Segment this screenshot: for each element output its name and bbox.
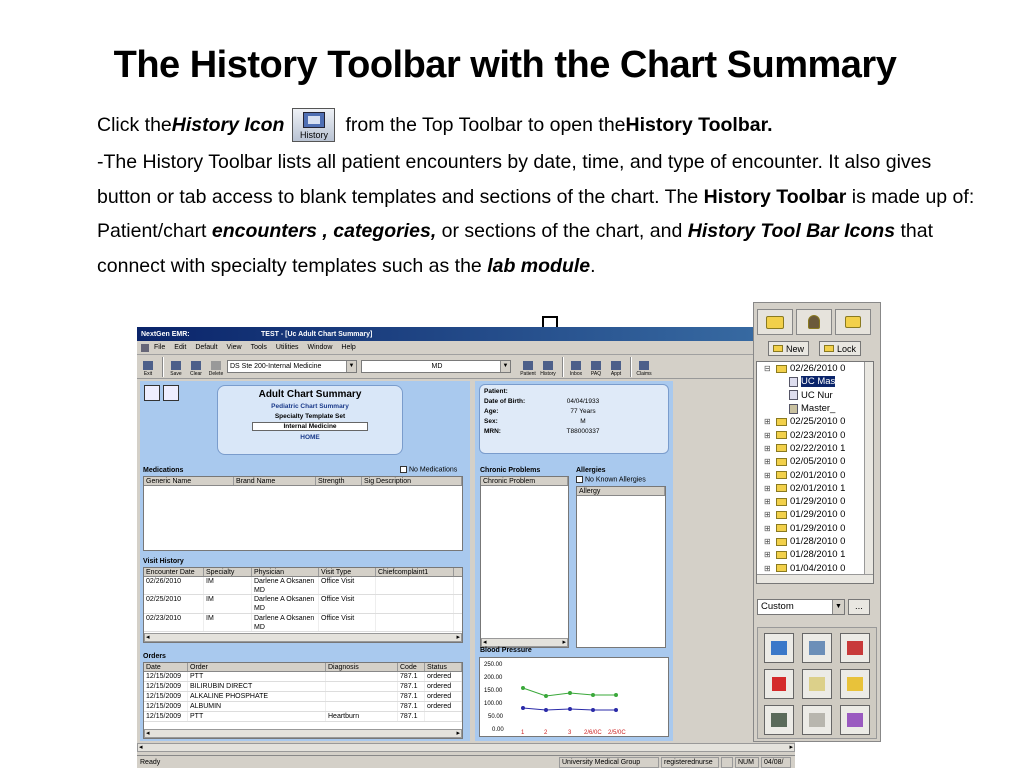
x-tick: 1: [521, 730, 525, 736]
no-medications-checkbox[interactable]: [400, 466, 457, 473]
cell: 787.1: [398, 672, 425, 681]
instruction-line: [97, 108, 773, 142]
appointment-label: Appt: [610, 370, 622, 377]
expand-icon[interactable]: ⊞: [764, 563, 771, 573]
window-title-bar[interactable]: [137, 327, 795, 341]
delete-label: Delete: [208, 370, 224, 377]
cell: ordered: [425, 672, 462, 681]
para-term-lab-module: lab module: [487, 254, 591, 277]
location-select[interactable]: [227, 360, 357, 373]
tree-item[interactable]: [757, 522, 873, 535]
systolic-point: [521, 686, 525, 690]
pediatric-link[interactable]: Pediatric Chart Summary: [271, 403, 349, 410]
col-status[interactable]: Status: [425, 663, 462, 671]
tree-item[interactable]: [757, 415, 873, 428]
table-row[interactable]: [144, 577, 462, 595]
delete-icon: [211, 361, 221, 370]
para-text-6: .: [590, 254, 596, 277]
inbox-button[interactable]: [567, 357, 585, 377]
cell: Office Visit: [319, 614, 376, 631]
chronic-problems-scrollbar[interactable]: [481, 638, 568, 647]
menu-help[interactable]: Help: [341, 344, 356, 351]
menu-window[interactable]: Window: [307, 344, 333, 351]
inbox-icon: [571, 361, 581, 370]
tree-vertical-scrollbar[interactable]: [864, 362, 873, 583]
cell: IM: [204, 577, 252, 594]
col-physician[interactable]: Physician: [252, 568, 319, 576]
menu-default[interactable]: Default: [195, 344, 218, 351]
status-org: University Medical Group: [559, 757, 659, 768]
tab-encounters[interactable]: [757, 309, 793, 335]
cell: 787.1: [398, 692, 425, 701]
status-text: Ready: [140, 758, 161, 766]
cell: Office Visit: [319, 577, 376, 594]
paq-label: PAQ: [590, 370, 602, 377]
x-tick: 3: [568, 730, 572, 736]
status-user: registerednurse: [661, 757, 719, 768]
visit-history-title: Visit History: [143, 558, 184, 565]
cell: [376, 595, 454, 613]
folder-icon: [776, 471, 787, 479]
history-icon-term: History Icon: [171, 113, 285, 136]
home-link[interactable]: HOME: [300, 434, 320, 441]
new-label: New: [786, 343, 805, 354]
scroll-icon[interactable]: [802, 669, 832, 699]
chart-summary-content: [137, 379, 795, 751]
cell: [376, 577, 454, 594]
para-term-toolbar-icons: History Tool Bar Icons: [687, 220, 896, 242]
systolic-point: [614, 693, 618, 697]
expand-icon[interactable]: ⊞: [764, 550, 771, 560]
cell: 02/23/2010: [144, 614, 204, 631]
folder-icon: [776, 524, 787, 532]
mrn-value: T88000337: [566, 428, 600, 435]
instruction-middle: from the Top Toolbar to open the: [345, 113, 626, 136]
cell: IM: [204, 595, 252, 613]
tree-item-label: 01/28/2010 0: [790, 536, 846, 547]
mrn-label: MRN:: [484, 428, 501, 435]
allergies-title: Allergies: [576, 467, 606, 474]
folder-icon: [776, 444, 787, 452]
paq-icon: [591, 361, 601, 370]
tree-item-label: 02/25/2010 0: [790, 416, 846, 428]
diastolic-point: [614, 708, 618, 712]
status-blank: [721, 757, 733, 768]
lab-tubes-icon[interactable]: [840, 705, 870, 735]
document-icon: [141, 344, 149, 352]
tree-item-label: 01/29/2010 0: [790, 522, 846, 534]
claims-button[interactable]: [635, 357, 653, 377]
page-icon[interactable]: [802, 705, 832, 735]
cell: [326, 702, 398, 711]
exit-button[interactable]: [139, 357, 157, 377]
delete-button[interactable]: [207, 357, 225, 377]
no-medications-label: No Medications: [409, 466, 458, 474]
visit-history-scrollbar[interactable]: [144, 633, 462, 642]
category-value: Custom: [761, 601, 794, 612]
patient-icon: [523, 361, 533, 370]
cell: [376, 614, 454, 631]
left-pane: [140, 381, 470, 741]
tree-item[interactable]: [757, 389, 873, 402]
exit-label: Exit: [143, 370, 153, 377]
document-icon[interactable]: [840, 633, 870, 663]
claims-label: Claims: [636, 370, 652, 377]
orders-scrollbar[interactable]: [144, 729, 462, 738]
exit-icon: [143, 361, 153, 370]
template-icon: [789, 390, 798, 400]
history-toolbar-panel: [753, 302, 881, 742]
cell: [326, 692, 398, 701]
tree-item-label: UC Mas: [801, 376, 836, 388]
new-button[interactable]: [768, 341, 809, 356]
summary-title: Adult Chart Summary: [258, 389, 362, 400]
no-known-allergies-checkbox[interactable]: [576, 476, 646, 483]
tab-categories[interactable]: [796, 309, 832, 335]
microscope-icon[interactable]: [764, 705, 794, 735]
summary-icons: [144, 385, 182, 401]
chronic-problems-grid[interactable]: [480, 476, 569, 648]
orders-title: Orders: [143, 653, 166, 660]
table-row[interactable]: [144, 614, 462, 632]
folder-icon: [776, 365, 787, 373]
sex-label: Sex:: [484, 418, 498, 425]
col-encounter-date[interactable]: Encounter Date: [144, 568, 204, 576]
folder-icon: [776, 498, 787, 506]
col-generic-name[interactable]: Generic Name: [144, 477, 234, 485]
summary-card: [217, 385, 403, 455]
folder-icon: [776, 418, 787, 426]
tree-item-label: 01/28/2010 1: [790, 549, 846, 561]
col-strength[interactable]: Strength: [316, 477, 362, 485]
tree-item[interactable]: [757, 455, 873, 468]
cell: 02/26/2010: [144, 577, 204, 594]
expand-icon[interactable]: ⊞: [764, 497, 771, 507]
history-buttons: [768, 341, 871, 356]
tree-item-label: 02/23/2010 0: [790, 429, 846, 441]
tree-item[interactable]: [757, 402, 873, 415]
folder-icon: [776, 484, 787, 492]
tree-item-label: 02/05/2010 0: [790, 456, 846, 468]
systolic-point: [544, 694, 548, 698]
history-icon: [292, 108, 335, 142]
folder-icon: [766, 316, 784, 329]
tree-item-label: UC Nur: [801, 389, 833, 401]
expand-icon[interactable]: ⊞: [764, 430, 771, 440]
template-set-label: Specialty Template Set: [274, 413, 346, 420]
diastolic-point: [521, 706, 525, 710]
inbox-label: Inbox: [569, 370, 583, 377]
menu-edit[interactable]: Edit: [174, 344, 187, 351]
x-tick: 2/6/0C: [584, 730, 602, 736]
tree-item[interactable]: [757, 561, 873, 574]
col-allergy[interactable]: Allergy: [577, 487, 665, 495]
chevron-down-icon: ▼: [346, 361, 356, 372]
col-code[interactable]: Code: [398, 663, 425, 671]
folder-icon: [773, 345, 783, 352]
patient-label: Patient: [520, 370, 536, 377]
category-select[interactable]: [757, 599, 845, 615]
tree-item[interactable]: [757, 362, 873, 375]
history-label: History: [540, 370, 556, 377]
age-label: Age:: [484, 408, 499, 415]
list-icon[interactable]: [764, 633, 794, 663]
orders-grid[interactable]: [143, 662, 463, 739]
folder-icon: [776, 551, 787, 559]
app-name: NextGen EMR:: [141, 330, 190, 338]
cell: [326, 682, 398, 691]
cell: 12/15/2009: [144, 682, 188, 691]
tree-item-label: 01/29/2010 0: [790, 496, 846, 508]
menu-view[interactable]: View: [226, 344, 242, 351]
tree-item-label: 01/29/2010 0: [790, 509, 846, 521]
para-term-encounters: encounters ,: [211, 220, 328, 242]
right-pane: [475, 381, 673, 741]
history-icon-label: History: [299, 130, 328, 140]
provider-value: MD: [431, 363, 443, 370]
systolic-point: [591, 693, 595, 697]
patient-label: Patient:: [484, 388, 508, 395]
table-row[interactable]: [144, 702, 462, 712]
cell: [326, 672, 398, 681]
blood-pressure-title: Blood Pressure: [480, 647, 532, 654]
cell: Darlene A Oksanen MD: [252, 614, 319, 631]
history-toolbar-term: History Toolbar.: [625, 113, 773, 136]
home-icon[interactable]: [144, 385, 160, 401]
description-paragraph: [97, 145, 977, 283]
history-tabs: [757, 309, 879, 337]
status-bar: [137, 755, 795, 768]
para-text-2: is made up of: Patient/chart: [97, 185, 975, 242]
para-text-4: or sections of the chart, and: [436, 220, 688, 242]
cell: ALBUMIN: [188, 702, 326, 711]
table-row[interactable]: [144, 692, 462, 702]
clear-label: Clear: [190, 370, 202, 377]
cell: 12/15/2009: [144, 712, 188, 721]
expand-icon[interactable]: ⊞: [764, 457, 771, 467]
save-button[interactable]: [167, 357, 185, 377]
para-text-1: -The History Toolbar lists all patient encounters by date, time, and type of encounter. It also gives button or tab access to blank templates and sections of the chart. The: [97, 151, 932, 208]
document-icon: [789, 404, 798, 414]
tree-item-label: 02/01/2010 1: [790, 482, 846, 494]
tree-item-label: 02/01/2010 0: [790, 469, 846, 481]
cell: ordered: [425, 692, 462, 701]
patient-card: [479, 384, 669, 454]
col-chief-complaint[interactable]: Chiefcomplaint1: [376, 568, 454, 576]
cell: ordered: [425, 682, 462, 691]
lock-icon: [824, 345, 834, 352]
clear-icon: [191, 361, 201, 370]
document-icon: [845, 316, 861, 328]
folder-icon: [776, 458, 787, 466]
lock-label: Lock: [837, 343, 857, 354]
blood-pressure-chart: [479, 657, 669, 737]
cell: Darlene A Oksanen MD: [252, 577, 319, 594]
table-row[interactable]: [144, 595, 462, 614]
chronic-problems-title: Chronic Problems: [480, 467, 541, 474]
cell: ALKALINE PHOSPHATE: [188, 692, 326, 701]
expand-icon[interactable]: ⊞: [764, 537, 771, 546]
para-term-categories: categories,: [333, 220, 437, 242]
tree-item-label: 01/04/2010 0: [790, 562, 846, 574]
tree-item[interactable]: [757, 495, 873, 508]
cell: Office Visit: [319, 595, 376, 613]
cell: 12/15/2009: [144, 702, 188, 711]
tree-item[interactable]: [757, 468, 873, 481]
status-date: 04/08/: [761, 757, 791, 768]
diastolic-point: [544, 708, 548, 712]
history-toolbar-icons: [757, 627, 877, 739]
tree-item-label: 02/22/2010 1: [790, 442, 846, 454]
window-title: TEST - [Uc Adult Chart Summary]: [261, 330, 373, 338]
menu-tools[interactable]: Tools: [250, 344, 267, 351]
col-visit-type[interactable]: Visit Type: [319, 568, 376, 576]
cell: 787.1: [398, 712, 425, 721]
save-label: Save: [170, 370, 182, 377]
tree-item[interactable]: [757, 535, 873, 548]
col-date[interactable]: Date: [144, 663, 188, 671]
cell: IM: [204, 614, 252, 631]
clear-button[interactable]: [187, 357, 205, 377]
bp-chart-svg: [480, 658, 670, 738]
diastolic-point: [591, 708, 595, 712]
systolic-point: [568, 691, 572, 695]
tree-item[interactable]: [757, 428, 873, 441]
tree-item[interactable]: [757, 375, 873, 388]
encounter-tree[interactable]: [756, 361, 874, 584]
x-tick: 2: [544, 730, 548, 736]
cell: 12/15/2009: [144, 672, 188, 681]
sex-value: M: [580, 418, 586, 425]
cell: [425, 712, 462, 721]
no-known-allergies-label: No Known Allergies: [585, 476, 646, 484]
cell: Heartburn: [326, 712, 398, 721]
expand-icon[interactable]: ⊞: [764, 523, 771, 533]
expand-icon[interactable]: ⊞: [764, 510, 771, 520]
medications-grid[interactable]: [143, 476, 463, 551]
cell: Darlene A Oksanen MD: [252, 595, 319, 613]
medications-title: Medications: [143, 467, 184, 474]
cell: 12/15/2009: [144, 692, 188, 701]
tree-item[interactable]: [757, 442, 873, 455]
template-icon: [789, 377, 798, 387]
dob-label: Date of Birth:: [484, 398, 526, 405]
col-sig-description[interactable]: Sig Description: [362, 477, 462, 485]
person-icon: [808, 315, 820, 329]
location-value: DS Ste 200-Internal Medicine: [230, 363, 322, 370]
y-tick: 200.00: [484, 675, 503, 681]
allergies-grid[interactable]: [576, 486, 666, 648]
emr-window: [137, 327, 795, 768]
tree-horizontal-scrollbar[interactable]: [757, 574, 873, 583]
slide-title: The History Toolbar with the Chart Summary: [113, 44, 897, 86]
y-tick: 0.00: [492, 727, 504, 733]
folder-icon: [776, 511, 787, 519]
save-icon: [171, 361, 181, 370]
y-tick: 100.00: [484, 701, 503, 707]
cell: 787.1: [398, 702, 425, 711]
specialty-field[interactable]: Internal Medicine: [252, 422, 368, 431]
document-icon[interactable]: [163, 385, 179, 401]
menu-bar: [137, 341, 795, 355]
window-horizontal-scrollbar[interactable]: [137, 743, 795, 752]
appointment-icon: [611, 361, 621, 370]
tree-item[interactable]: [757, 482, 873, 495]
patient-button[interactable]: [519, 357, 537, 377]
col-diagnosis[interactable]: Diagnosis: [326, 663, 398, 671]
tab-documents[interactable]: [835, 309, 871, 335]
status-num: NUM: [735, 757, 759, 768]
table-row[interactable]: [144, 712, 462, 722]
cell: PTT: [188, 712, 326, 721]
claims-icon: [639, 361, 649, 370]
col-chronic-problem[interactable]: Chronic Problem: [481, 477, 568, 485]
table-row[interactable]: [144, 672, 462, 682]
y-tick: 50.00: [488, 714, 504, 720]
folder-check-icon[interactable]: [840, 669, 870, 699]
menu-utilities[interactable]: Utilities: [275, 344, 299, 351]
dob-value: 04/04/1933: [566, 398, 600, 405]
table-row[interactable]: [144, 682, 462, 692]
top-toolbar: [137, 355, 795, 379]
col-order[interactable]: Order: [188, 663, 326, 671]
lock-button[interactable]: [819, 341, 861, 356]
more-button[interactable]: ...: [848, 599, 870, 615]
tree-item[interactable]: [757, 548, 873, 561]
chevron-down-icon: ▼: [500, 361, 510, 372]
col-specialty[interactable]: Specialty: [204, 568, 252, 576]
tree-item[interactable]: [757, 508, 873, 521]
y-tick: 150.00: [484, 688, 503, 694]
menu-file[interactable]: File: [154, 344, 166, 351]
para-bold-1: History Toolbar: [703, 185, 847, 208]
instruction-prefix: Click the: [97, 113, 172, 136]
cell: PTT: [188, 672, 326, 681]
appointment-button[interactable]: [607, 357, 625, 377]
y-tick: 250.00: [484, 662, 503, 668]
paq-button[interactable]: [587, 357, 605, 377]
folder-icon: [776, 564, 787, 572]
tree-item-label: 02/26/2010 0: [790, 363, 846, 375]
tree-item-label: Master_: [801, 403, 836, 415]
medical-cross-icon[interactable]: [764, 669, 794, 699]
visit-history-grid[interactable]: [143, 567, 463, 643]
chart-icon[interactable]: [802, 633, 832, 663]
expand-icon[interactable]: ⊞: [764, 470, 771, 480]
folder-icon: [776, 431, 787, 439]
cell: 787.1: [398, 682, 425, 691]
expand-icon[interactable]: ⊞: [764, 483, 771, 493]
para-text-5: that connect with specialty templates such as the: [97, 220, 933, 277]
provider-select[interactable]: [361, 360, 511, 373]
cell: ordered: [425, 702, 462, 711]
expand-icon[interactable]: ⊞: [764, 443, 771, 453]
history-button[interactable]: [539, 357, 557, 377]
expand-icon[interactable]: ⊞: [764, 417, 771, 427]
collapse-icon[interactable]: ⊟: [764, 364, 771, 374]
cell: 02/25/2010: [144, 595, 204, 613]
folder-icon: [776, 538, 787, 546]
chevron-down-icon: ▼: [832, 600, 844, 614]
age-value: 77 Years: [570, 408, 596, 415]
diastolic-point: [568, 707, 572, 711]
x-tick: 2/5/0C: [608, 730, 626, 736]
cell: BILIRUBIN DIRECT: [188, 682, 326, 691]
col-brand-name[interactable]: Brand Name: [234, 477, 316, 485]
history-icon: [543, 361, 553, 370]
